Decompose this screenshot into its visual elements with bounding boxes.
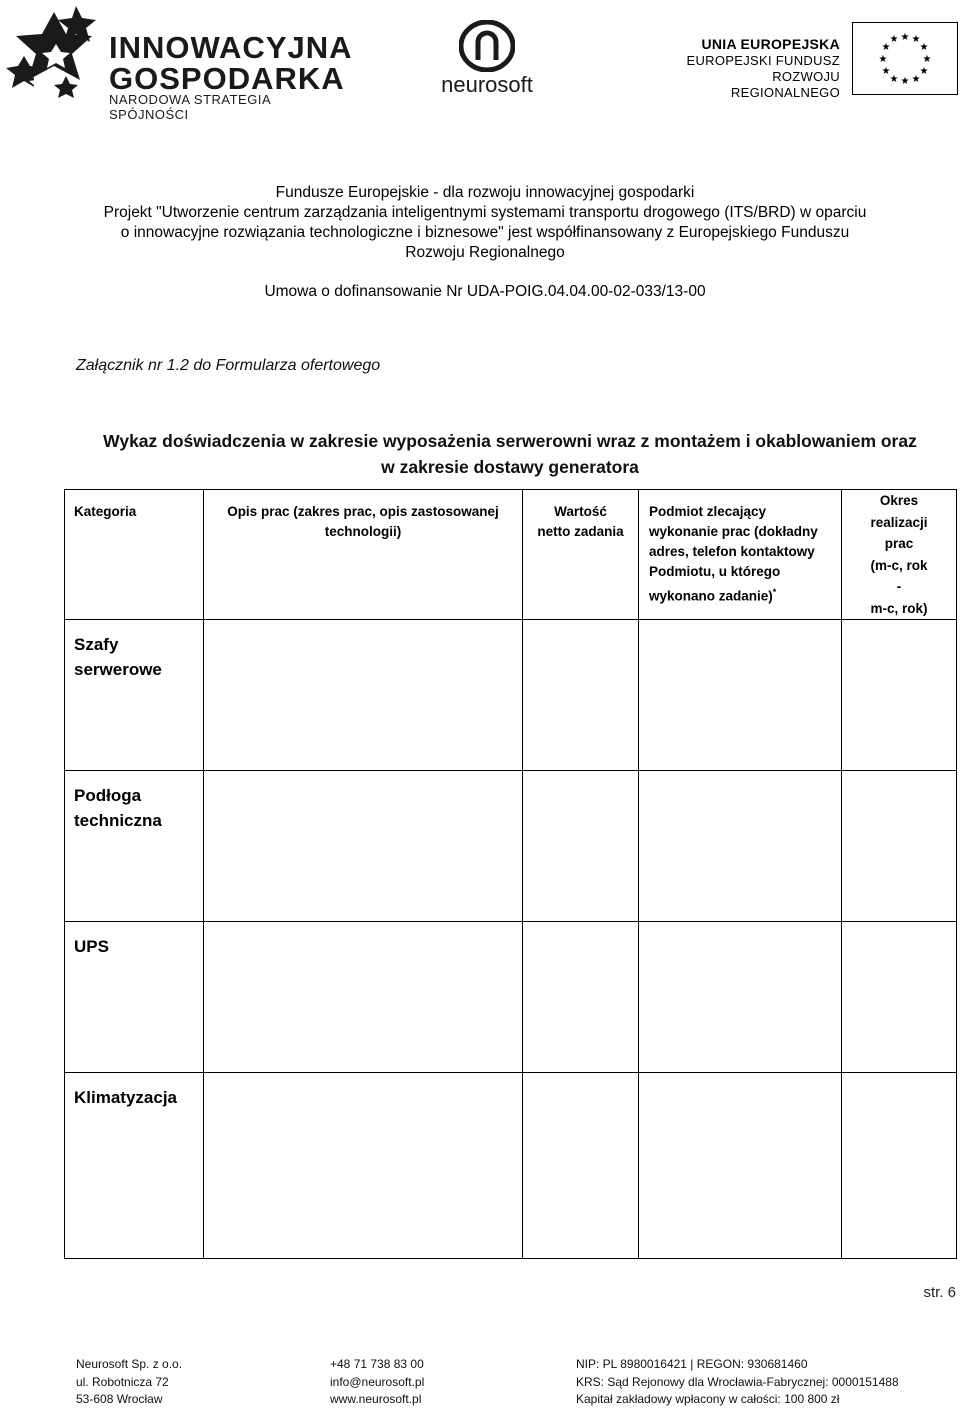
opis-input-cell[interactable]: [204, 620, 523, 771]
project-info: [60, 183, 910, 263]
document-title: [60, 428, 960, 480]
header-kategoria: Kategoria: [65, 490, 204, 620]
neurosoft-logo-text: neurosoft: [441, 72, 533, 97]
neurosoft-n-icon: [459, 20, 515, 72]
page-number: str. 6: [923, 1284, 956, 1301]
category-label-line1: Klimatyzacja: [74, 1088, 177, 1107]
experience-table: [64, 489, 957, 1259]
ig-logo-line3: NARODOWA STRATEGIA SPÓJNOŚCI: [109, 92, 271, 122]
category-label-line2: techniczna: [74, 811, 162, 830]
table-row: [65, 771, 957, 922]
header-wartosc-line1: Wartość: [554, 504, 607, 519]
category-label-line1: Szafy: [74, 635, 119, 654]
header-wartosc-line2: netto zadania: [537, 524, 624, 539]
footer-contact: [330, 1356, 424, 1409]
footer-krs: KRS: Sąd Rejonowy dla Wrocławia-Fabrycznej: 0000151488: [576, 1374, 899, 1389]
table-header-row: [65, 490, 957, 620]
header-podmiot-line4: Podmiotu, u którego: [649, 564, 781, 579]
header-okres-line1: Okres: [879, 493, 919, 508]
footer-email[interactable]: info@neurosoft.pl: [330, 1374, 425, 1389]
opis-input-cell[interactable]: [204, 1073, 523, 1259]
ue-logo-line3: ROZWOJU REGIONALNEGO: [730, 69, 840, 100]
project-line-3: o innowacyjne rozwiązania technologiczne i biznesowe" jest współfinansowany z Europejskiego Funduszu: [120, 224, 850, 241]
agreement-number: Umowa o dofinansowanie Nr UDA-POIG.04.04.00-02-033/13-00: [264, 283, 706, 300]
svg-text:★: ★: [919, 66, 929, 77]
header-podmiot-line1: Podmiot zlecający: [649, 504, 767, 519]
ue-logo-line1: UNIA EUROPEJSKA: [701, 36, 840, 52]
header-opis-line2: technologii): [324, 524, 402, 539]
footnote-marker: *: [772, 587, 777, 597]
header-wartosc: [523, 490, 639, 620]
okres-input-cell[interactable]: [842, 1073, 957, 1259]
wartosc-input-cell[interactable]: [523, 620, 639, 771]
footer-registry: [576, 1356, 899, 1409]
header-okres-line4: (m-c, rok: [870, 557, 928, 573]
category-label-line1: Podłoga: [74, 786, 142, 805]
header-opis-prac: [204, 490, 523, 620]
header-podmiot: [639, 490, 842, 620]
table-row: [65, 922, 957, 1073]
attachment-label: Załącznik nr 1.2 do Formularza ofertowego: [76, 357, 381, 374]
category-cell: [65, 1073, 204, 1259]
podmiot-input-cell[interactable]: [639, 922, 842, 1073]
svg-text:★: ★: [911, 34, 921, 45]
podmiot-input-cell[interactable]: [639, 1073, 842, 1259]
footer-city: 53-608 Wrocław: [76, 1392, 163, 1406]
svg-text:★: ★: [881, 42, 891, 53]
header-okres-line6: m-c, rok): [870, 600, 928, 616]
podmiot-input-cell[interactable]: [639, 620, 842, 771]
okres-input-cell[interactable]: [842, 620, 957, 771]
wartosc-input-cell[interactable]: [523, 1073, 639, 1259]
header-okres-line2: realizacji: [870, 514, 928, 530]
svg-text:★: ★: [919, 42, 929, 53]
footer-phone: +48 71 738 83 00: [330, 1357, 424, 1371]
header-okres-line5: -: [896, 579, 902, 594]
category-label-line1: UPS: [74, 937, 109, 956]
svg-text:★: ★: [881, 66, 891, 77]
svg-text:★: ★: [878, 54, 888, 65]
footer-capital: Kapitał zakładowy wpłacony w całości: 100 800 zł: [576, 1392, 840, 1406]
ig-star-logo-icon: [6, 4, 102, 106]
footer-street: ul. Robotnicza 72: [76, 1374, 169, 1389]
okres-input-cell[interactable]: [842, 922, 957, 1073]
opis-input-cell[interactable]: [204, 922, 523, 1073]
innowacyjna-gospodarka-logo: [6, 4, 353, 122]
ig-logo-line1: INNOWACYJNA: [109, 30, 353, 65]
table-row: [65, 1073, 957, 1259]
footer-company-name: Neurosoft Sp. z o.o.: [76, 1357, 183, 1371]
wartosc-input-cell[interactable]: [523, 771, 639, 922]
project-line-4: Rozwoju Regionalnego: [405, 244, 565, 261]
wartosc-input-cell[interactable]: [523, 922, 639, 1073]
category-cell: [65, 771, 204, 922]
svg-text:★: ★: [911, 74, 921, 85]
ue-logo-line2: EUROPEJSKI FUNDUSZ: [686, 53, 840, 68]
ig-logo-line2: GOSPODARKA: [109, 61, 345, 96]
title-line-1: Wykaz doświadczenia w zakresie wyposażenia serwerowni wraz z montażem i okablowaniem oraz: [103, 431, 917, 451]
svg-text:★: ★: [900, 76, 910, 87]
opis-input-cell[interactable]: [204, 771, 523, 922]
podmiot-input-cell[interactable]: [639, 771, 842, 922]
header-opis-line1: Opis prac (zakres prac, opis zastosowanej: [227, 504, 499, 519]
project-line-2: Projekt "Utworzenie centrum zarządzania inteligentnymi systemami transportu drogowego (ITS/BRD) w oparciu: [103, 204, 867, 221]
header-podmiot-line3: adres, telefon kontaktowy: [649, 544, 815, 559]
svg-text:★: ★: [889, 74, 899, 85]
svg-text:★: ★: [889, 34, 899, 45]
header-okres: [842, 490, 957, 620]
footer-website[interactable]: www.neurosoft.pl: [330, 1392, 422, 1406]
category-label-line2: serwerowe: [74, 660, 162, 679]
category-cell: [65, 922, 204, 1073]
header-okres-line3: prac: [884, 536, 914, 551]
project-line-1: Fundusze Europejskie - dla rozwoju innowacyjnej gospodarki: [275, 184, 695, 201]
neurosoft-logo: [432, 20, 542, 100]
footer-company: [76, 1356, 182, 1409]
header-podmiot-line5-text: wykonano zadanie): [649, 588, 773, 604]
category-cell: [65, 620, 204, 771]
okres-input-cell[interactable]: [842, 771, 957, 922]
table-row: [65, 620, 957, 771]
svg-text:★: ★: [922, 54, 932, 65]
header-podmiot-line5: [649, 582, 835, 607]
footer-nip-regon: NIP: PL 8980016421 | REGON: 930681460: [576, 1357, 808, 1371]
header-podmiot-line2: wykonanie prac (dokładny: [649, 524, 818, 539]
svg-text:★: ★: [900, 32, 910, 43]
ue-logo-text: [670, 36, 840, 101]
title-line-2: w zakresie dostawy generatora: [381, 457, 639, 477]
eu-flag-icon: [852, 22, 958, 95]
